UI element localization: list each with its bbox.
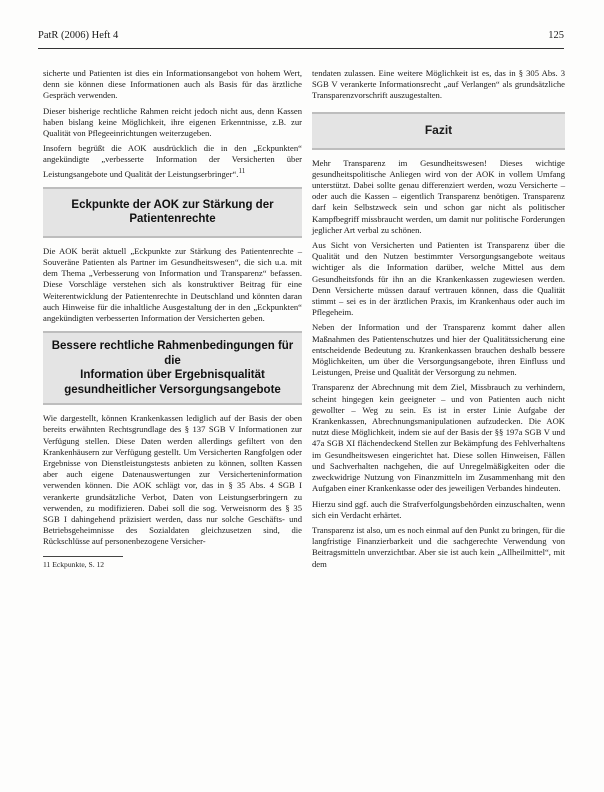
footnote: 11 Eckpunkte, S. 12: [43, 559, 105, 569]
section-heading-eckpunkte: Eckpunkte der AOK zur Stärkung der Patientenrechte: [43, 187, 302, 238]
paragraph: Die AOK berät aktuell „Eckpunkte zur Stärkung des Patientenrechte – Souveräne Patienten als Partner im Gesundheitswesen“, die sich u.a. mit dem Thema „Verbesserung von Information und Transparenz“ befassen. Diese Vorschläge verstehen sich als konstruktiver Beitrag für eine Weiterentwicklung der Patientenrechte in Deutschland und könnten daran auch Hinweise für die inhaltliche Ausgestaltung der in den „Eckpunkten“ angekündigten verbesserten Information der Versicherten geben.: [43, 245, 302, 323]
paragraph: Wie dargestellt, können Krankenkassen lediglich auf der Basis der oben bereits erwähnten Rechtsgrundlage des § 137 SGB V Informationen zur Verfügung stellen. Diese Daten werden allerdings gefiltert von den Krankenhäusern zur Verfügung gestellt. Um Versicherten Rangfolgen oder Ergebnisse von Dienstleistungstests anbieten zu können, sollten Kassen aber auch eigene Datenauswertungen zur Versicherteninformation verwenden können. Die AOK schlägt vor, das in § 35 Abs. 4 SGB I verankerte grundsätzliche Verbot, Daten von Leistungserbringern zu verwenden, zu modifizieren. Dabei soll die sog. Verweisnorm des § 35 SGB I dahingehend präzisiert werden, dass nur solche Geschäfts- und Betriebsgeheimnisse des Sozialdaten gleichzusetzen sind, die Rückschlüsse auf personenbezogene Versicher-: [43, 413, 302, 547]
paragraph: Neben der Information und der Transparenz kommt daher allen Maßnahmen des Patientenschutzes und hier der Qualitätssicherung eine entscheidende Bedeutung zu. Krankenkassen brauchen deshalb bessere Möglichkeiten, um über die Versorgungsangebote, ihren Einfluss und Leistungen, Preise und Qualität der Versorgung zu nehmen.: [312, 322, 565, 378]
page-number: 125: [548, 30, 564, 41]
right-column: [312, 68, 565, 574]
paragraph: Mehr Transparenz im Gesundheitswesen! Dieses wichtige gesundheitspolitische Anliegen wird von der AOK in vollem Umfang unterstützt. Dabei sollte genau differenziert werden, wozu Versicherte – oder auch die Kassen – eigentlich Transparenz benötigen. Transparenz darf kein Selbstzweck sein und schon gar nicht als politischer Kampfbegriff missbraucht werden, um damit nur politische Forderungen jeglicher Art verbal zu schönen.: [312, 157, 565, 235]
paragraph: sicherte und Patienten ist dies ein Informationsangebot von hohem Wert, denn sie können diese Informationen auch als Basis für das ärztliche Gespräch verwenden.: [43, 68, 302, 101]
section-heading-rahmenbedingungen: Bessere rechtliche Rahmenbedingungen für die Information über Ergebnisqualität gesundheitlicher Versorgungsangebote: [43, 331, 302, 405]
paragraph: tendaten zulassen. Eine weitere Möglichkeit ist es, das in § 305 Abs. 3 SGB V verankerte Informationsrecht „auf Verlangen“ als grundsätzliche Transparenzvorschrift auszugestalten.: [312, 68, 565, 101]
journal-citation: PatR (2006) Heft 4: [38, 30, 119, 41]
paragraph: Transparenz der Abrechnung mit dem Ziel, Missbrauch zu verhindern, scheint hingegen kein geeigneter – und von Patienten auch nicht gewollter – Weg zu sein. Es ist in erster Linie Aufgabe der Krankenkassen, Abrechnungsmanipulationen aufzudecken. Die AOK nutzt diese Möglichkeit, indem sie auf der Basis der §§ 197a SGB V und 47a SGB XI flächendeckend Stellen zur Bekämpfung des Fehlverhaltens im Gesundheitswesen eingerichtet hat. Diese sollen Hinweisen, Fällen und Sachverhalten nachgehen, die auf Unregelmäßigkeiten oder die zweckwidrige Nutzung von Finanzmitteln im Zusammenhang mit den Aufgaben einer Krankenkasse oder des jeweiligen Verbandes hindeuten.: [312, 382, 565, 494]
running-header: [38, 30, 564, 48]
section-heading-fazit: Fazit: [312, 112, 565, 150]
paragraph: Insofern begrüßt die AOK ausdrücklich die in den „Eckpunkten“ angekündigte „verbesserte Information der Versicherten über Leistungsangebote und Qualität der Leistungserbringer“.$^{11}$: [43, 143, 302, 179]
paragraph: Aus Sicht von Versicherten und Patienten ist Transparenz über die Qualität und den Nutzen bestimmter Versorgungsangebote weitaus wichtiger als die Information darüber, welche Mittel aus dem Gesundheitsfonds für ihn an die Krankenkassen zugewiesen werden. Denn Versicherte müssen darauf vertrauen können, dass die Qualität stimmt – sei es in der ärztlichen Praxis, im Krankenhaus oder auch im Pflegeheim.: [312, 240, 565, 318]
paragraph: Hierzu sind ggf. auch die Strafverfolgungsbehörden einzuschalten, wenn sich ein Verdacht erhärtet.: [312, 498, 565, 520]
footnote-marker: 11: [238, 166, 246, 175]
header-rule: [38, 48, 564, 49]
paragraph: Dieser bisherige rechtliche Rahmen reicht jedoch nicht aus, denn Kassen haben bislang keine Möglichkeit, ihre eigenen Erkenntnisse, z.B. zur Qualität von Pflegeeinrichtungen weiterzugeben.: [43, 105, 302, 139]
paragraph: Transparenz ist also, um es noch einmal auf den Punkt zu bringen, für die langfristige Finanzierbarkeit und die sachgerechte Verwendung von Beitragsmitteln unverzichtbar. Aber sie ist auch kein „Allheilmittel“, mit dem: [312, 524, 565, 569]
footnote-rule: [43, 556, 123, 557]
left-column: [43, 68, 302, 570]
